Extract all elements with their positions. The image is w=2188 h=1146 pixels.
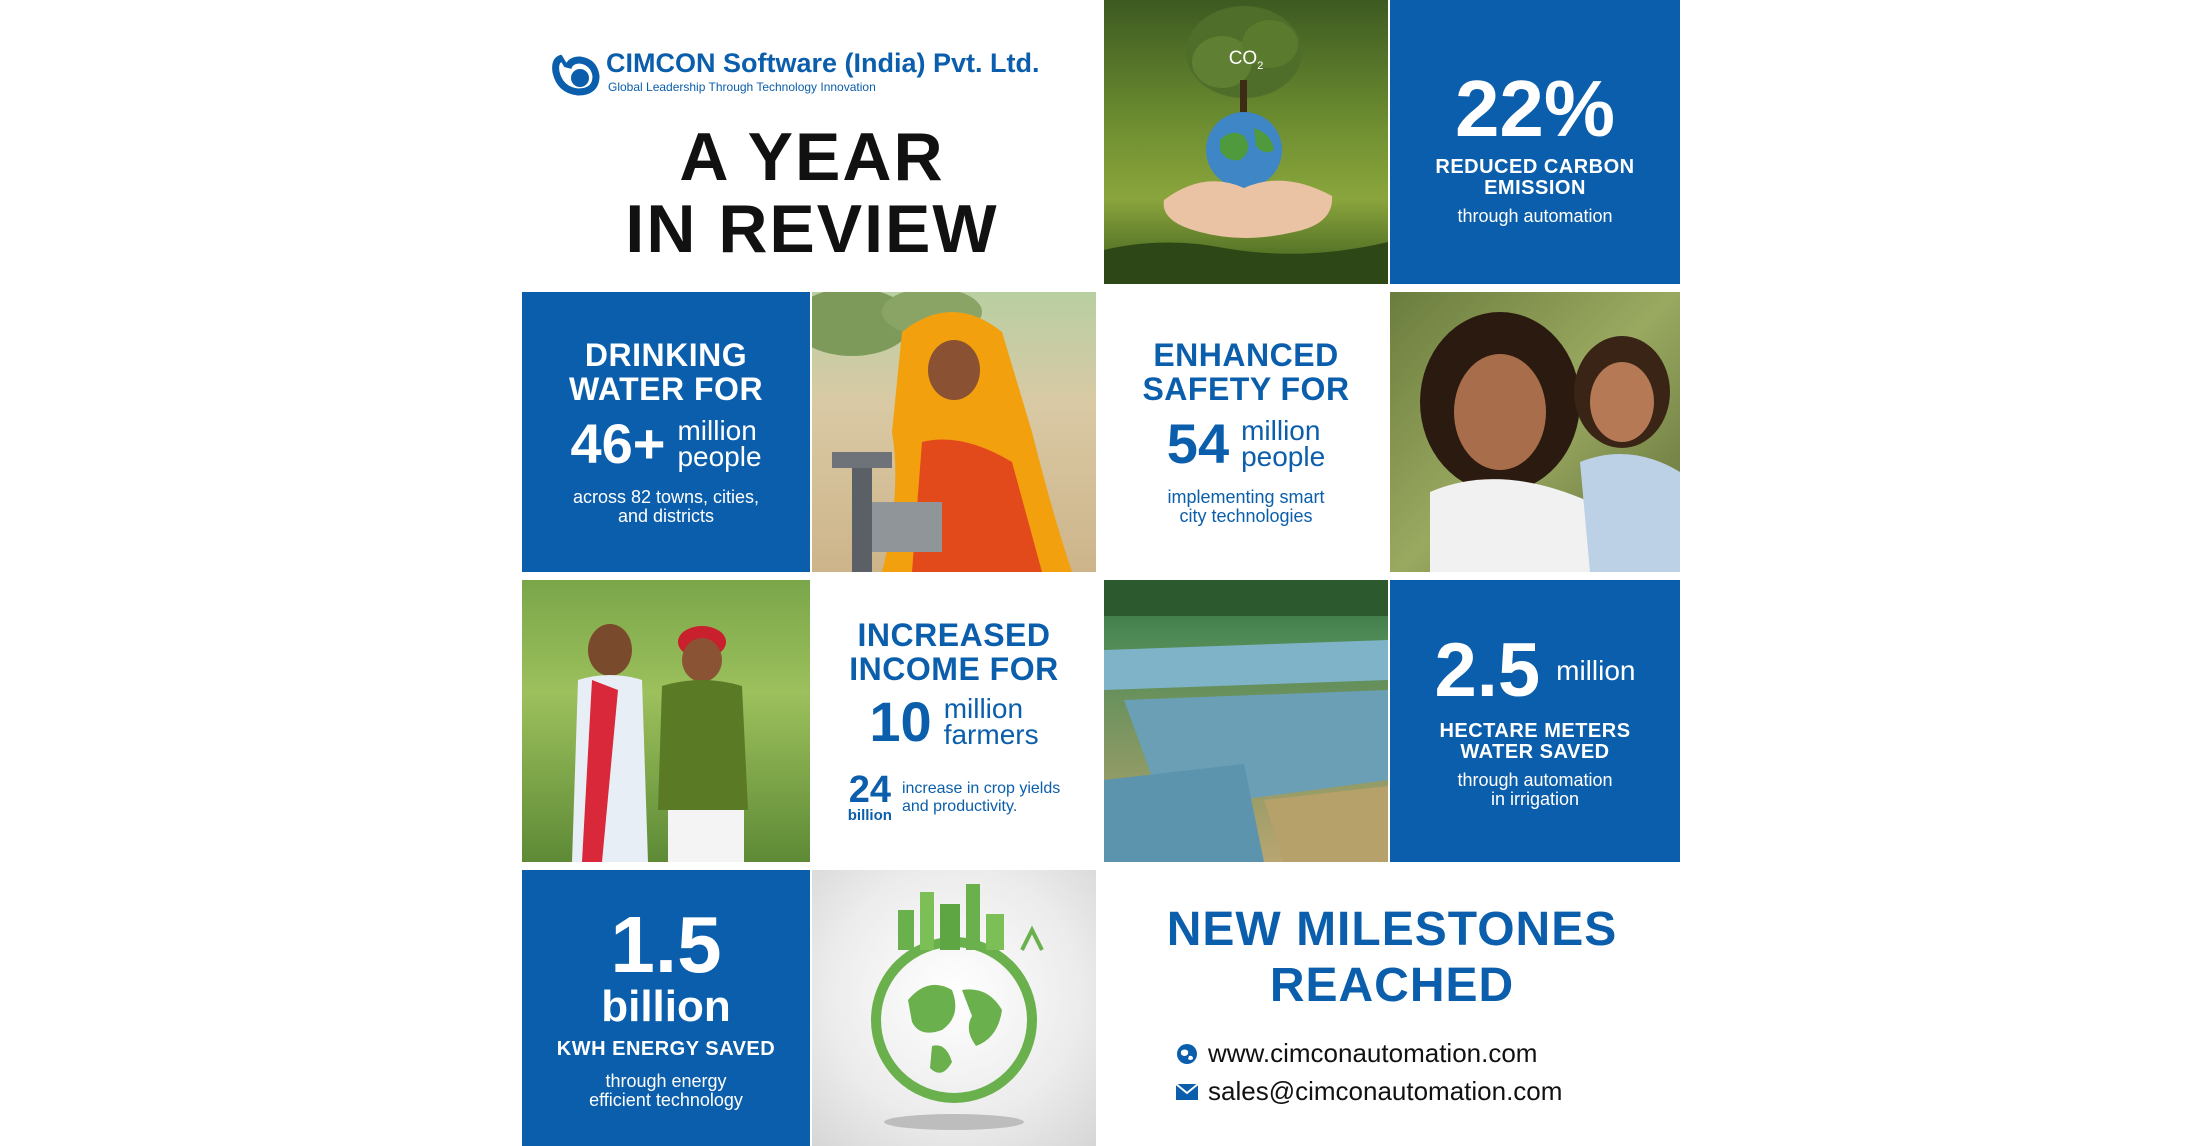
water-value: 46+ xyxy=(570,412,666,475)
water-unit-line1: million xyxy=(677,415,757,446)
woman-illustration-icon xyxy=(812,292,1096,572)
green-earth-icon xyxy=(812,870,1096,1146)
safety-desc-line1: implementing smart xyxy=(1167,487,1325,507)
company-name: CIMCON Software (India) Pvt. Ltd. xyxy=(606,48,1040,78)
woman-at-water-pump-image xyxy=(812,292,1096,572)
co2-globe-image xyxy=(1104,0,1388,284)
income-value-row xyxy=(869,690,1039,753)
safety-desc-line2: city technologies xyxy=(1179,506,1313,526)
farmers-illustration-icon xyxy=(522,580,810,862)
safety-stat-panel xyxy=(1104,292,1388,572)
irrigation-desc-line1: through automation xyxy=(1457,770,1613,790)
safety-title-line2: SAFETY FOR xyxy=(1142,371,1350,407)
income-title-line2: INCOME FOR xyxy=(849,651,1059,687)
header-panel xyxy=(522,0,1102,284)
irrigation-stat-panel xyxy=(1390,580,1680,862)
email-link[interactable]: sales@cimconautomation.com xyxy=(1208,1076,1563,1106)
safety-value: 54 xyxy=(1166,412,1230,475)
safety-unit-line2: people xyxy=(1241,441,1326,472)
income-unit-line2: farmers xyxy=(943,719,1039,750)
crop-yield-row xyxy=(847,769,1061,824)
irrigation-unit: million xyxy=(1556,655,1636,686)
ponds-illustration-icon xyxy=(1104,580,1388,862)
company-tagline: Global Leadership Through Technology Innovation xyxy=(608,80,876,94)
energy-label: KWH ENERGY SAVED xyxy=(556,1038,776,1060)
income-stat-panel xyxy=(812,580,1096,862)
mother-daughter-image xyxy=(1390,292,1680,572)
globe-in-hands-icon xyxy=(1104,0,1388,284)
cimcon-logo-icon xyxy=(552,52,600,96)
milestones-heading xyxy=(1104,902,1680,1014)
water-desc-line1: across 82 towns, cities, xyxy=(572,487,760,507)
globe-icon xyxy=(1176,1043,1198,1065)
crop-yield-desc-line1: increase in crop yields xyxy=(901,780,1061,797)
milestones-line2: REACHED xyxy=(1269,959,1515,1012)
irrigation-desc-line2: in irrigation xyxy=(1490,789,1580,809)
crop-yield-value: 24 xyxy=(848,769,891,811)
contact-website[interactable] xyxy=(1176,1038,1537,1069)
water-title-line1: DRINKING xyxy=(584,337,748,373)
milestones-line1: NEW MILESTONES xyxy=(1166,903,1618,956)
irrigation-label-line2: WATER SAVED xyxy=(1460,741,1610,763)
energy-unit: billion xyxy=(601,982,731,1031)
carbon-value: 22% xyxy=(1454,63,1616,153)
crop-yield-desc-line2: and productivity. xyxy=(901,798,1018,815)
water-stat-panel xyxy=(522,292,810,572)
irrigation-label-line1: HECTARE METERS xyxy=(1439,720,1631,742)
crop-yield-unit: billion xyxy=(847,807,892,824)
safety-value-row xyxy=(1166,412,1326,475)
crop-yield-desc xyxy=(902,780,1060,816)
page-title-line2: IN REVIEW xyxy=(625,191,999,267)
energy-value: 1.5 xyxy=(610,900,722,989)
safety-unit xyxy=(1241,415,1326,472)
irrigation-ponds-image xyxy=(1104,580,1388,862)
milestones-panel xyxy=(1104,870,1680,1146)
water-desc-line2: and districts xyxy=(617,506,715,526)
co2-label xyxy=(1104,48,1388,72)
income-value: 10 xyxy=(869,690,932,753)
co2-label-text: CO xyxy=(1228,48,1258,69)
carbon-label-line1: REDUCED CARBON xyxy=(1435,155,1635,178)
water-unit-line2: people xyxy=(677,441,762,472)
income-title-line1: INCREASED xyxy=(857,617,1051,653)
contact-email[interactable] xyxy=(1176,1076,1562,1107)
website-link[interactable]: www.cimconautomation.com xyxy=(1208,1038,1538,1068)
carbon-stat-panel xyxy=(1390,0,1680,284)
carbon-desc: through automation xyxy=(1457,205,1613,226)
crop-yield-number xyxy=(847,769,892,824)
irrigation-value: 2.5 xyxy=(1434,628,1541,713)
page-title xyxy=(522,118,1102,268)
safety-title-line1: ENHANCED xyxy=(1153,337,1339,373)
safety-unit-line1: million xyxy=(1241,415,1321,446)
water-unit xyxy=(677,415,762,472)
people-illustration-icon xyxy=(1390,292,1680,572)
co2-label-subscript: 2 xyxy=(1257,59,1264,72)
envelope-icon xyxy=(1176,1083,1198,1101)
page-title-line1: A YEAR xyxy=(679,119,945,195)
energy-desc-line1: through energy xyxy=(605,1071,727,1091)
water-title-line2: WATER FOR xyxy=(568,371,764,407)
energy-desc-line2: efficient technology xyxy=(589,1090,743,1110)
company-logo xyxy=(552,48,1072,98)
income-unit-line1: million xyxy=(943,693,1024,724)
irrigation-value-row xyxy=(1434,628,1636,713)
income-unit xyxy=(943,693,1039,750)
green-earth-city-image xyxy=(812,870,1096,1146)
farmers-thumbs-up-image xyxy=(522,580,810,862)
carbon-label-line2: EMISSION xyxy=(1484,176,1586,199)
energy-stat-panel xyxy=(522,870,810,1146)
water-value-row xyxy=(570,412,762,475)
